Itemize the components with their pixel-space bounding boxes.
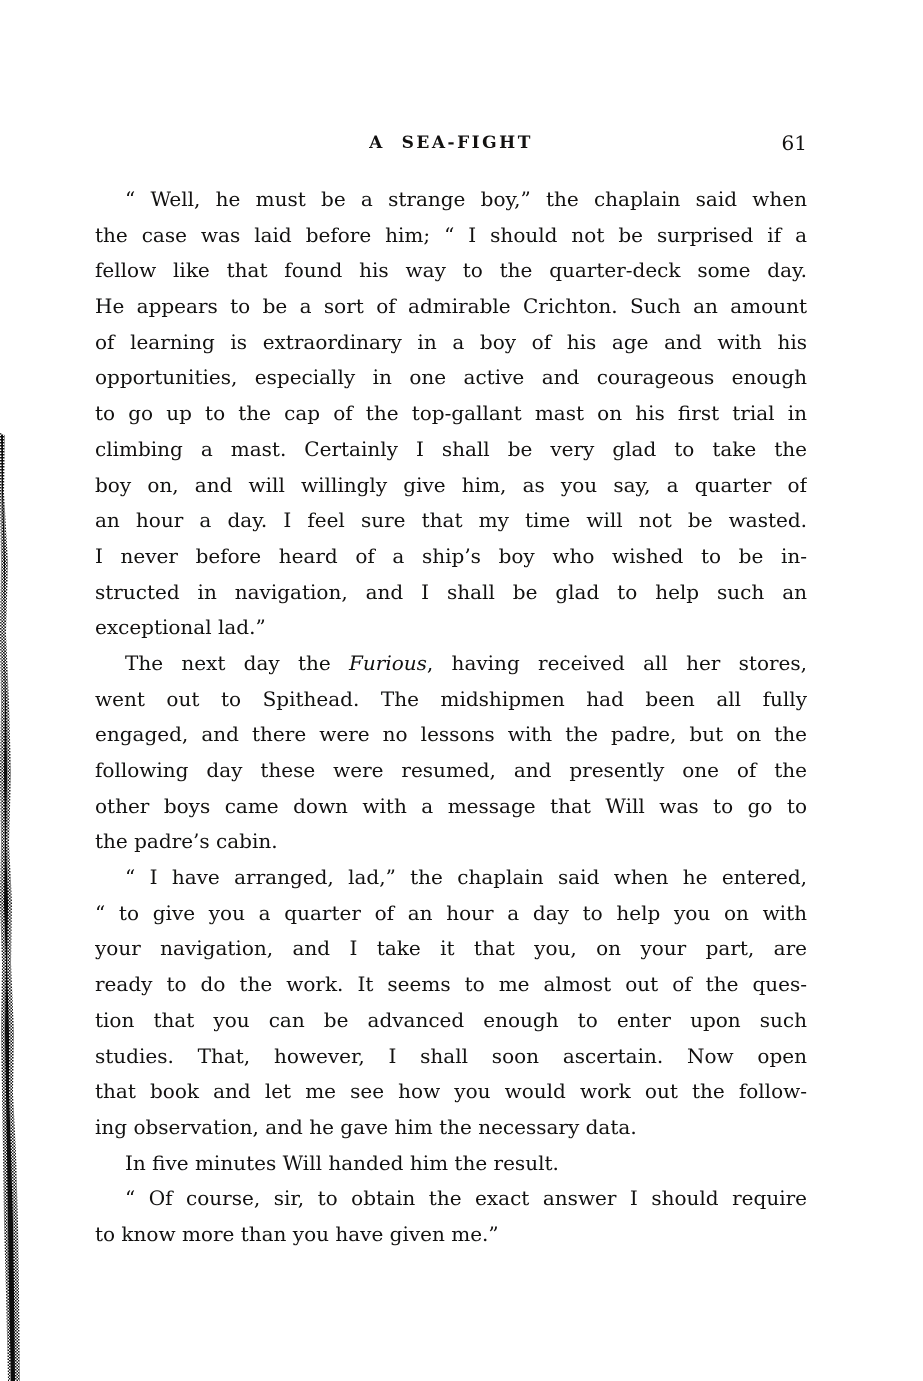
text-line: fellow like that found his way to the quarter-deck some day. <box>95 258 807 283</box>
text-line: studies. That, however, I shall soon ascertain. Now open <box>95 1043 807 1068</box>
text-line: the padre’s cabin. <box>95 829 278 854</box>
running-header <box>95 133 807 159</box>
text-line: exceptional lad.” <box>95 615 266 640</box>
text-line: The next day the Furious, having received all her stores, <box>125 650 807 675</box>
text-line: an hour a day. I feel sure that my time will not be wasted. <box>95 508 807 533</box>
text-line: structed in navigation, and I shall be glad to help such an <box>95 579 807 604</box>
text-line: He appears to be a sort of admirable Crichton. Such an amount <box>95 294 807 319</box>
page-number: 61 <box>781 131 807 155</box>
header-title: A SEA-FIGHT <box>369 133 533 153</box>
text-line: your navigation, and I take it that you, on your part, are <box>95 936 807 961</box>
text-line: engaged, and there were no lessons with the padre, but on the <box>95 722 807 747</box>
text-line: “ I have arranged, lad,” the chaplain said when he entered, <box>125 865 807 890</box>
text-line: ready to do the work. It seems to me almost out of the ques- <box>95 972 807 997</box>
text-line: the case was laid before him; “ I should not be surprised if a <box>95 222 807 247</box>
text-line: ing observation, and he gave him the necessary data. <box>95 1114 637 1139</box>
text-line: other boys came down with a message that Will was to go to <box>95 793 807 818</box>
text-line: “ Well, he must be a strange boy,” the chaplain said when <box>125 187 807 211</box>
text-line: I never before heard of a ship’s boy who wished to be in- <box>95 543 807 568</box>
text-line: “ to give you a quarter of an hour a day to help you on with <box>95 900 807 925</box>
text-line: following day these were resumed, and presently one of the <box>95 758 807 782</box>
text-line: In five minutes Will handed him the result. <box>125 1150 559 1175</box>
gutter-shadow-artifact <box>0 433 22 1381</box>
text-line: that book and let me see how you would work out the follow- <box>95 1079 807 1104</box>
text-line: “ Of course, sir, to obtain the exact answer I should require <box>125 1186 807 1211</box>
text-line: to go up to the cap of the top-gallant mast on his first trial in <box>95 401 807 426</box>
text-line: boy on, and will willingly give him, as you say, a quarter of <box>95 472 807 497</box>
text-block <box>95 182 807 1253</box>
text-line: to know more than you have given me.” <box>95 1221 499 1246</box>
text-line: opportunities, especially in one active and courageous enough <box>95 365 807 390</box>
text-line: tion that you can be advanced enough to enter upon such <box>95 1007 807 1032</box>
text-line: of learning is extraordinary in a boy of his age and with his <box>95 329 807 354</box>
text-line: climbing a mast. Certainly I shall be very glad to take the <box>95 436 807 461</box>
text-line: went out to Spithead. The midshipmen had been all fully <box>95 686 807 711</box>
